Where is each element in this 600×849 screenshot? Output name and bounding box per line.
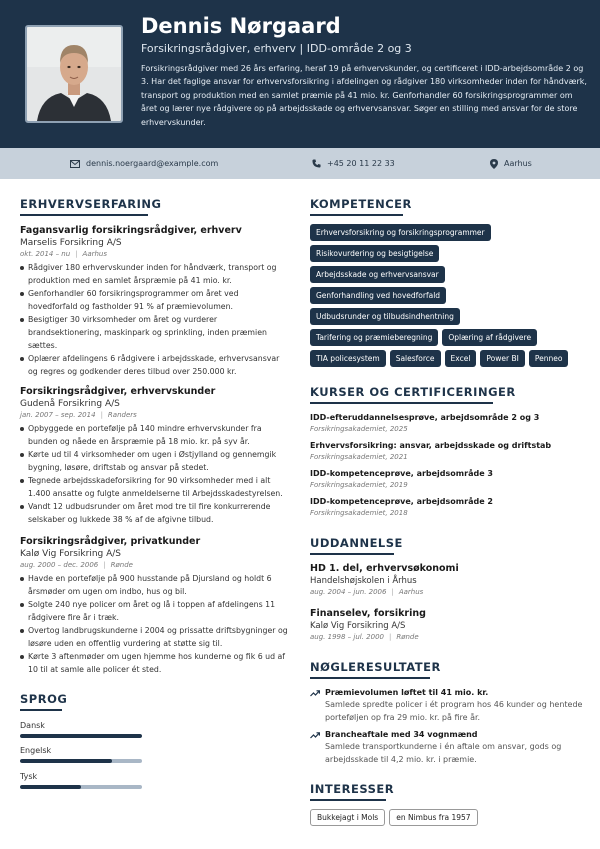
job-dates: aug. 2000 – dec. 2006 — [20, 561, 99, 569]
education-dates: aug. 2004 – jun. 2006 — [310, 588, 387, 596]
skill-tag: Arbejdsskade og erhvervsansvar — [310, 266, 445, 283]
course-meta: Forsikringsakademiet, 2025 — [310, 425, 408, 433]
job-meta: okt. 2014 – nu | Aarhus — [20, 250, 108, 258]
skill-tag: Power BI — [480, 350, 524, 367]
education-dates: aug. 1998 – jul. 2000 — [310, 633, 384, 641]
education-meta: aug. 2004 – jun. 2006 | Aarhus — [310, 588, 424, 596]
job-bullet: Tegnede arbejdsskadeforsikring for 90 virksomheder med i alt 1.400 ansatte og fulgte anmeldelserne til Arbejdsskadestyrelsen. — [20, 474, 290, 500]
profile-photo — [25, 25, 123, 123]
job-entry — [20, 535, 290, 676]
header — [0, 0, 600, 148]
course-name: Erhvervsforsikring: ansvar, arbejdsskade og driftstab — [310, 441, 552, 450]
map-pin-icon — [490, 159, 498, 169]
email-text: dennis.noergaard@example.com — [86, 159, 219, 168]
language-level-fill — [20, 734, 142, 738]
education-heading-rule — [310, 553, 394, 555]
course-item — [310, 412, 592, 434]
course-name: IDD-efteruddannelsesprøve, arbejdsområde 2 og 3 — [310, 413, 540, 422]
contact-phone[interactable] — [312, 148, 395, 179]
job-bullets — [20, 572, 290, 676]
job-company: Gudenå Forsikring A/S — [20, 399, 120, 409]
interest-tag: en Nimbus fra 1957 — [389, 809, 477, 826]
skill-tag: Oplæring af rådgivere — [442, 329, 537, 346]
education-meta: aug. 1998 – jul. 2000 | Rønde — [310, 633, 419, 641]
education-location: Aarhus — [398, 588, 424, 596]
job-bullets — [20, 422, 290, 526]
skill-tag: Risikovurdering og besigtigelse — [310, 245, 439, 262]
job-meta: jan. 2007 – sep. 2014 | Randers — [20, 411, 137, 419]
job-bullet: Overtog landbrugskunderne i 2004 og prissatte driftsbygninger og løsøre uden en offentlig vurdering at støtte sig til. — [20, 624, 290, 650]
location-text: Aarhus — [504, 159, 532, 168]
skill-tag: Erhvervsforsikring og forsikringsprogrammer — [310, 224, 491, 241]
course-name: IDD-kompetenceprøve, arbejdsområde 2 — [310, 497, 493, 506]
job-location: Rønde — [110, 561, 133, 569]
job-location: Aarhus — [82, 250, 108, 258]
course-meta: Forsikringsakademiet, 2018 — [310, 509, 408, 517]
education-location: Rønde — [396, 633, 419, 641]
education-item — [310, 563, 592, 597]
course-meta: Forsikringsakademiet, 2021 — [310, 453, 408, 461]
result-description: Samlede transportkunderne i én aftale om ansvar, gods og arbejdsskade til 4,2 mio. kr. i præmie. — [325, 742, 562, 764]
job-title: Forsikringsrådgiver, erhvervskunder — [20, 386, 216, 397]
language-name: Engelsk — [20, 746, 52, 755]
phone-text: +45 20 11 22 33 — [327, 159, 395, 168]
interests-heading-rule — [310, 799, 386, 801]
skill-tag: Tarifering og præmieberegning — [310, 329, 438, 346]
interest-tag: Bukkejagt i Mols — [310, 809, 385, 826]
job-title: Fagansvarlig forsikringsrådgiver, erhverv — [20, 225, 242, 236]
course-name: IDD-kompetenceprøve, arbejdsområde 3 — [310, 469, 493, 478]
results-heading: NØGLERESULTATER — [310, 660, 441, 674]
job-bullet: Oplærer afdelingens 6 rådgivere i arbejdsskade, erhvervsansvar og regres og godkender deres tilbud over 250.000 kr. — [20, 352, 290, 378]
interests-list — [310, 809, 482, 828]
language-level-fill — [20, 785, 81, 789]
skills-heading-rule — [310, 214, 403, 216]
job-dates: okt. 2014 – nu — [20, 250, 71, 258]
language-name: Tysk — [20, 772, 38, 781]
skill-tag: Excel — [445, 350, 477, 367]
experience-heading: ERHVERVSERFARING — [20, 197, 162, 211]
job-bullet: Genforhandler 60 forsikringsprogrammer om året ved hovedforfald og fastholder 91 % af præmievolumen. — [20, 287, 290, 313]
job-bullet: Vandt 12 udbudsrunder om året mod tre til fire konkurrerende selskaber og lukkede 38 % af de afgivne tilbud. — [20, 500, 290, 526]
language-item — [20, 745, 142, 763]
job-location: Randers — [107, 411, 137, 419]
profile-summary: Forsikringsrådgiver med 26 års erfaring, heraf 19 på erhvervskunder, og certificeret i IDD-arbejdsområde 2 og 3. Har det faglige ansvar for erhvervsforsikring i afdelingen og rådgiver 180 virksomheder inden for håndværk, transport og produktion med en samlet præmie på 41 mio. kr. Genforhandler 60 forsikringsprogrammer om året og lærer nye rådgivere op på arbejdsskade og erhvervsansvar. Søger en stilling med ansvar for de store erhvervskunder. — [141, 64, 587, 127]
languages-heading-rule — [20, 709, 62, 711]
results-heading-rule — [310, 677, 430, 679]
language-item — [20, 720, 142, 738]
language-level-fill — [20, 759, 112, 763]
trending-up-icon — [310, 690, 320, 697]
job-title: Forsikringsrådgiver, privatkunder — [20, 536, 201, 547]
education-degree: HD 1. del, erhvervsøkonomi — [310, 563, 459, 574]
job-bullets — [20, 261, 290, 378]
education-school: Kalø Vig Forsikring A/S — [310, 621, 406, 631]
courses-heading: KURSER OG CERTIFICERINGER — [310, 385, 516, 399]
result-title: Præmievolumen løftet til 41 mio. kr. — [325, 688, 489, 697]
contact-location — [490, 148, 532, 179]
course-item — [310, 496, 592, 518]
job-bullet: Opbyggede en portefølje på 140 mindre erhvervskunder fra bunden og nåede en årspræmie på 18 mio. kr. på syv år. — [20, 422, 290, 448]
languages-heading: SPROG — [20, 692, 68, 706]
job-company: Marselis Forsikring A/S — [20, 238, 122, 248]
education-school: Handelshøjskolen i Århus — [310, 576, 417, 586]
profile-name: Dennis Nørgaard — [141, 14, 341, 38]
language-item — [20, 771, 142, 789]
language-name: Dansk — [20, 721, 45, 730]
language-level-bar — [20, 734, 142, 738]
job-bullet: Kørte ud til 4 virksomheder om ugen i Østjylland og gennemgik bygning, løsøre, driftstab og ansvar på stedet. — [20, 448, 290, 474]
skill-tag: Udbudsrunder og tilbudsindhentning — [310, 308, 460, 325]
contact-bar — [0, 148, 600, 179]
trending-up-icon — [310, 732, 320, 739]
job-company: Kalø Vig Forsikring A/S — [20, 549, 122, 559]
education-item — [310, 608, 592, 642]
job-entry — [20, 385, 290, 526]
job-bullet: Solgte 240 nye policer om året og lå i toppen af afdelingens 11 rådgivere fire år i træk. — [20, 598, 290, 624]
result-item — [310, 729, 592, 766]
job-bullet: Havde en portefølje på 900 husstande på Djursland og holdt 6 årsmøder om ugen om indbo, hus og bil. — [20, 572, 290, 598]
education-heading: UDDANNELSE — [310, 536, 403, 550]
contact-email[interactable] — [70, 148, 218, 179]
job-dates: jan. 2007 – sep. 2014 — [20, 411, 96, 419]
interests-heading: INTERESSER — [310, 782, 395, 796]
skill-tag: TIA policesystem — [310, 350, 386, 367]
result-title: Brancheaftale med 34 vognmænd — [325, 730, 478, 739]
job-bullet: Kørte 3 aftenmøder om ugen hjemme hos kunderne og fik 6 ud af 10 til at samle alle policer ét sted. — [20, 650, 290, 676]
courses-heading-rule — [310, 402, 493, 404]
experience-heading-rule — [20, 214, 148, 216]
job-bullet: Besigtiger 30 virksomheder om året og vurderer brandsektionering, maskinpark og sprinkling, inden præmien sættes. — [20, 313, 290, 352]
skill-tag: Salesforce — [390, 350, 441, 367]
skill-tag: Genforhandling ved hovedforfald — [310, 287, 446, 304]
job-bullet: Rådgiver 180 erhvervskunder inden for håndværk, transport og produktion med en samlet årspræmie på 41 mio. kr. — [20, 261, 290, 287]
skills-list — [310, 224, 590, 371]
job-entry — [20, 224, 290, 378]
job-meta: aug. 2000 – dec. 2006 | Rønde — [20, 561, 133, 569]
course-item — [310, 440, 592, 462]
result-item — [310, 687, 592, 724]
language-level-bar — [20, 785, 142, 789]
skills-heading: KOMPETENCER — [310, 197, 412, 211]
course-meta: Forsikringsakademiet, 2019 — [310, 481, 408, 489]
phone-icon — [312, 159, 321, 168]
language-level-bar — [20, 759, 142, 763]
education-degree: Finanselev, forsikring — [310, 608, 426, 619]
skill-tag: Penneo — [529, 350, 569, 367]
course-item — [310, 468, 592, 490]
envelope-icon — [70, 160, 80, 168]
result-description: Samlede spredte policer i ét program hos 46 kunder og hentede porteføljen op fra 29 mio. kr. på fire år. — [325, 700, 583, 722]
profile-title: Forsikringsrådgiver, erhverv | IDD-område 2 og 3 — [141, 42, 412, 55]
